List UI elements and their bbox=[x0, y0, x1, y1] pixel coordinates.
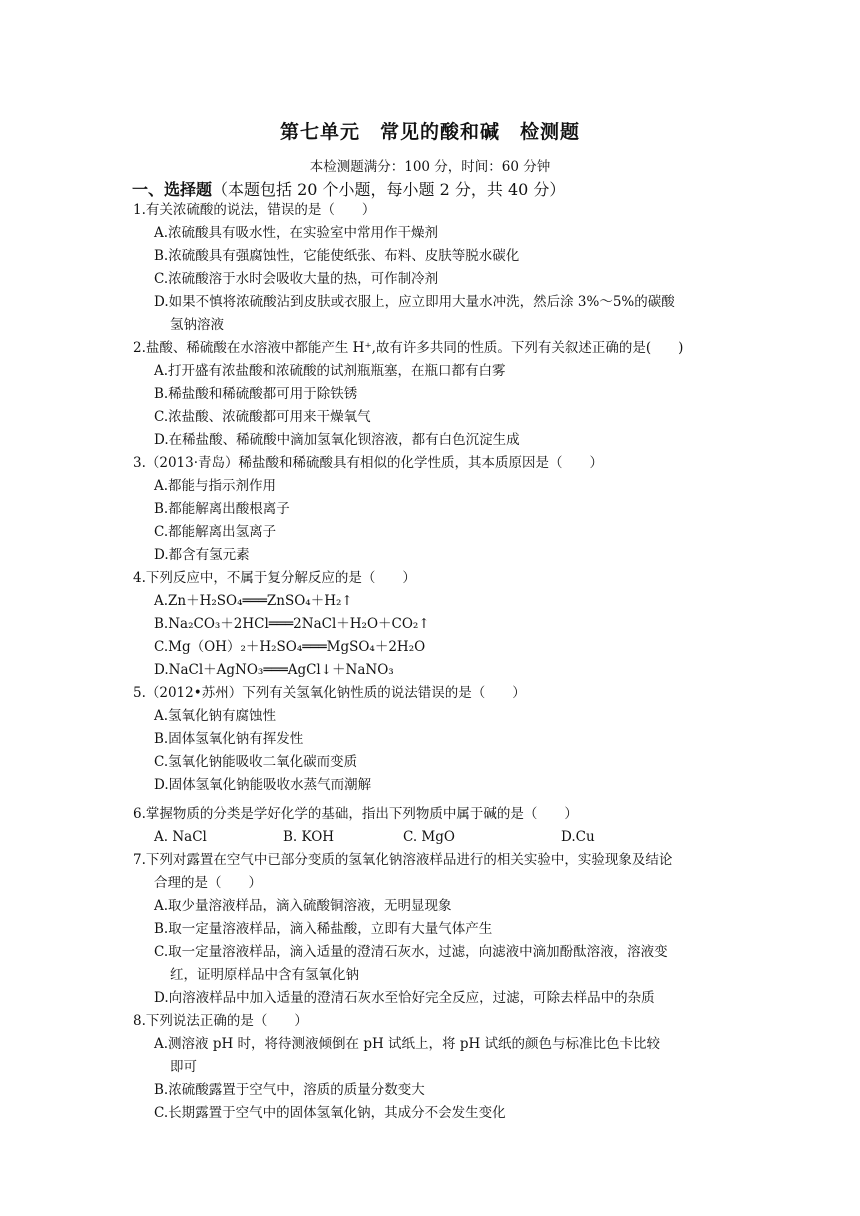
question-4-option-d: D.NaCl＋AgNO₃═══AgCl↓＋NaNO₃ bbox=[154, 662, 394, 678]
question-6-stem: 6.掌握物质的分类是学好化学的基础，指出下列物质中属于碱的是（ ） bbox=[133, 806, 578, 822]
question-7-stem: 7.下列对露置在空气中已部分变质的氢氧化钠溶液样品进行的相关实验中，实验现象及结论 bbox=[133, 852, 673, 868]
question-7-option-d: D.向溶液样品中加入适量的澄清石灰水至恰好完全反应，过滤，可除去样品中的杂质 bbox=[154, 990, 655, 1006]
section-heading bbox=[132, 177, 565, 200]
question-1-option-d-cont: 氢钠溶液 bbox=[170, 317, 224, 333]
question-1-option-c: C.浓硫酸溶于水时会吸收大量的热，可作制冷剂 bbox=[154, 271, 439, 287]
question-list bbox=[0, 199, 860, 1125]
question-5-option-c: C.氢氧化钠能吸收二氧化碳而变质 bbox=[154, 754, 358, 770]
question-2-option-c: C.浓盐酸、浓硫酸都可用来干燥氧气 bbox=[154, 409, 371, 425]
question-7-option-b: B.取一定量溶液样品，滴入稀盐酸，立即有大量气体产生 bbox=[154, 921, 493, 937]
question-2-option-a: A.打开盛有浓盐酸和浓硫酸的试剂瓶瓶塞，在瓶口都有白雾 bbox=[154, 363, 506, 379]
section-title: 一、选择题 bbox=[132, 180, 213, 199]
question-8-stem: 8.下列说法正确的是（ ） bbox=[133, 1013, 308, 1029]
question-2-option-d: D.在稀盐酸、稀硫酸中滴加氢氧化钡溶液，都有白色沉淀生成 bbox=[154, 432, 520, 448]
question-8-option-a: A.测溶液 pH 时，将待测液倾倒在 pH 试纸上，将 pH 试纸的颜色与标准比色卡比较 bbox=[154, 1036, 661, 1052]
question-8-option-b: B.浓硫酸露置于空气中，溶质的质量分数变大 bbox=[154, 1082, 425, 1098]
question-4-option-b: B.Na₂CO₃＋2HCl═══2NaCl＋H₂O＋CO₂↑ bbox=[154, 616, 430, 632]
question-6-option-a: A. NaCl bbox=[154, 829, 207, 845]
question-3-option-b: B.都能解离出酸根离子 bbox=[154, 501, 290, 517]
question-3-option-d: D.都含有氢元素 bbox=[154, 547, 250, 563]
question-1-option-a: A.浓硫酸具有吸水性，在实验室中常用作干燥剂 bbox=[154, 225, 439, 241]
question-5-option-a: A.氢氧化钠有腐蚀性 bbox=[154, 708, 277, 724]
question-1-stem: 1.有关浓硫酸的说法，错误的是（ ） bbox=[133, 202, 376, 218]
question-5-stem: 5.（2012•苏州）下列有关氢氧化钠性质的说法错误的是（ ） bbox=[133, 685, 526, 701]
question-5-option-b: B.固体氢氧化钠有挥发性 bbox=[154, 731, 304, 747]
question-4-stem: 4.下列反应中，不属于复分解反应的是（ ） bbox=[133, 570, 416, 586]
page-title: 第七单元 常见的酸和碱 检测题 bbox=[279, 121, 580, 143]
question-7-option-c-cont: 红，证明原样品中含有氢氧化钠 bbox=[170, 967, 359, 983]
question-3-option-a: A.都能与指示剂作用 bbox=[154, 478, 277, 494]
question-1-option-d: D.如果不慎将浓硫酸沾到皮肤或衣服上，应立即用大量水冲洗，然后涂 3%～5%的碳酸 bbox=[154, 294, 675, 310]
question-1-option-b: B.浓硫酸具有强腐蚀性，它能使纸张、布料、皮肤等脱水碳化 bbox=[154, 248, 520, 264]
exam-info: 本检测题满分：100 分，时间：60 分钟 bbox=[309, 159, 551, 175]
question-7-option-a: A.取少量溶液样品，滴入硫酸铜溶液，无明显现象 bbox=[154, 898, 452, 914]
section-note: （本题包括 20 个小题，每小题 2 分，共 40 分） bbox=[212, 180, 566, 199]
question-5-option-d: D.固体氢氧化钠能吸收水蒸气而潮解 bbox=[154, 777, 372, 793]
question-6-options bbox=[0, 826, 860, 849]
question-8-option-a-cont: 即可 bbox=[170, 1059, 197, 1075]
question-2-option-b: B.稀盐酸和稀硫酸都可用于除铁锈 bbox=[154, 386, 358, 402]
question-8-option-c: C.长期露置于空气中的固体氢氧化钠，其成分不会发生变化 bbox=[154, 1105, 506, 1121]
question-3-stem: 3.（2013·青岛）稀盐酸和稀硫酸具有相似的化学性质，其本质原因是（ ） bbox=[133, 455, 604, 471]
question-4-option-a: A.Zn＋H₂SO₄═══ZnSO₄＋H₂↑ bbox=[154, 593, 353, 609]
question-6-option-b: B. KOH bbox=[283, 829, 335, 845]
question-6-option-d: D.Cu bbox=[561, 829, 595, 845]
question-2-stem: 2.盐酸、稀硫酸在水溶液中都能产生 H⁺,故有许多共同的性质。下列有关叙述正确的是( ) bbox=[133, 340, 684, 356]
question-6-option-c: C. MgO bbox=[403, 829, 455, 845]
question-7-option-c: C.取一定量溶液样品，滴入适量的澄清石灰水，过滤，向滤液中滴加酚酞溶液，溶液变 bbox=[154, 944, 668, 960]
question-3-option-c: C.都能解离出氢离子 bbox=[154, 524, 277, 540]
question-7-stem-cont: 合理的是（ ） bbox=[154, 875, 262, 891]
question-4-option-c: C.Mg（OH）₂＋H₂SO₄═══MgSO₄＋2H₂O bbox=[154, 639, 426, 655]
